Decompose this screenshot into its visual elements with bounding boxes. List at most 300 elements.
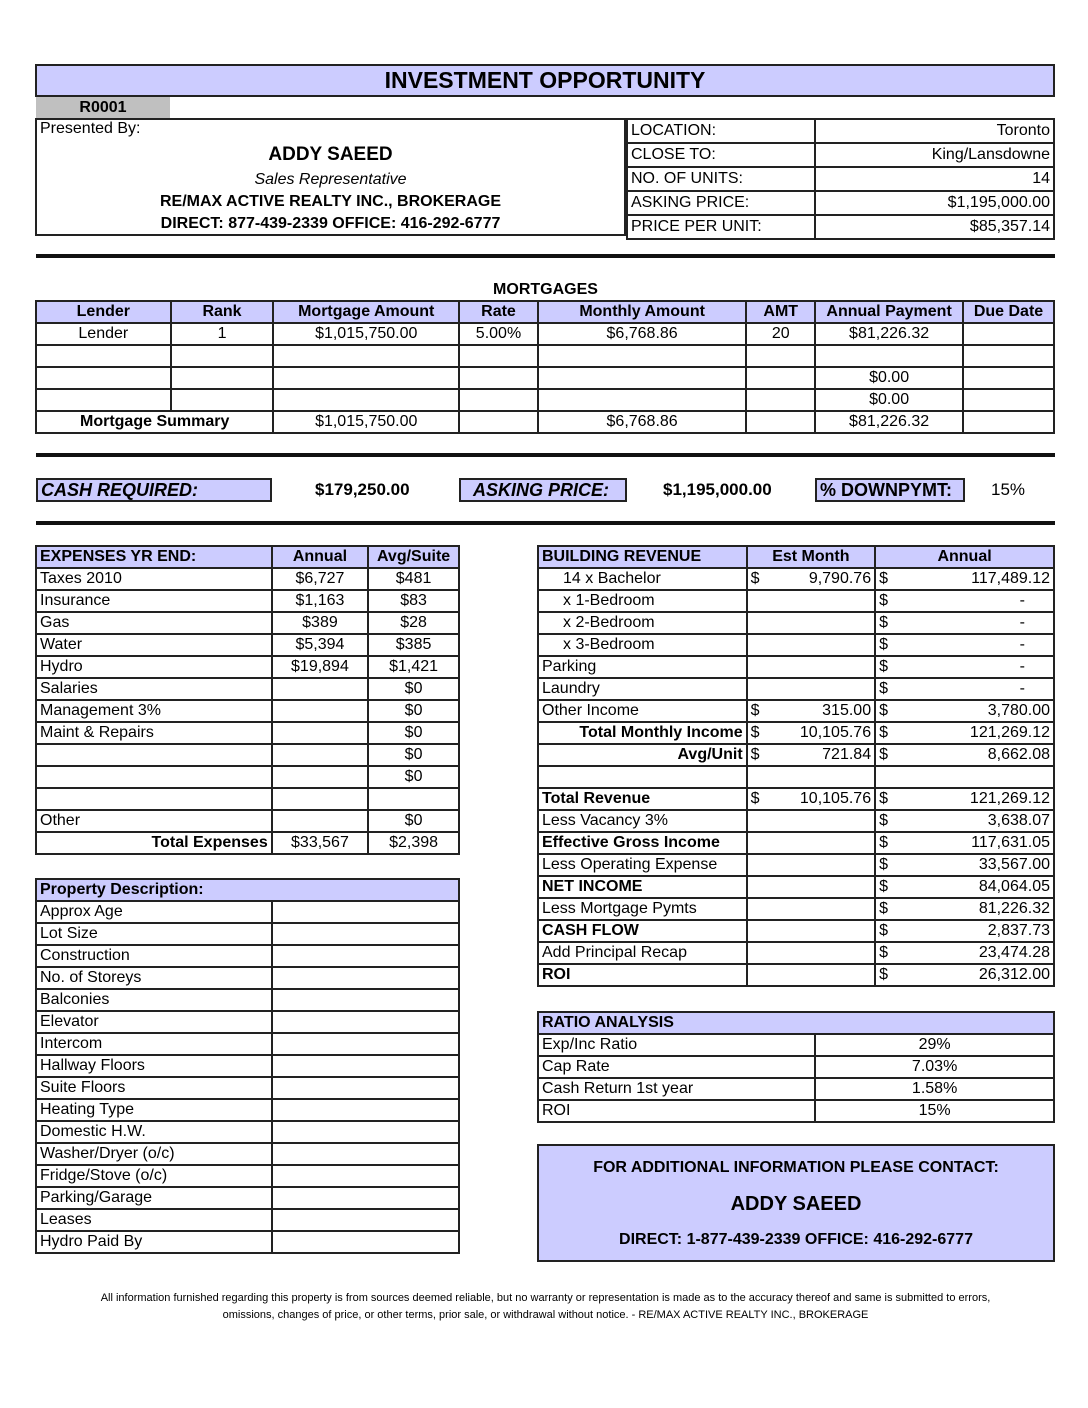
property-description-value [272,945,459,967]
mortgage-cell [36,345,171,367]
contact-heading: FOR ADDITIONAL INFORMATION PLEASE CONTACT: [593,1159,999,1176]
revenue-label: Laundry [538,678,747,700]
expense-label: Insurance [36,590,272,612]
revenue-row [538,942,1054,964]
revenue-annual-value: 23,474.28 [897,942,1054,964]
month-currency-symbol: $ [747,700,769,722]
total-expenses-annual: $33,567 [272,832,368,854]
expense-label: Other [36,810,272,832]
property-description-row [36,1209,459,1231]
revenue-row [538,722,1054,744]
expenses-column-header: EXPENSES YR END: [36,546,272,568]
revenue-month-value [769,590,876,612]
ratio-row [538,1078,1054,1100]
property-description-value [272,989,459,1011]
revenue-column-header: Annual [875,546,1054,568]
ratio-label: Cash Return 1st year [538,1078,815,1100]
revenue-row [538,832,1054,854]
mortgage-summary-monthly-amount: $6,768.86 [538,411,746,433]
mortgage-cell [963,389,1054,411]
month-currency-symbol [747,810,769,832]
expense-row [36,788,459,810]
mortgage-cell [273,345,459,367]
mortgages-column-header: Rank [171,301,274,323]
property-info-label: CLOSE TO: [627,143,815,167]
revenue-row [538,656,1054,678]
revenue-month-value [769,634,876,656]
revenue-label: Other Income [538,700,747,722]
revenue-label: Effective Gross Income [538,832,747,854]
property-description-value [272,1187,459,1209]
revenue-month-value: 721.84 [769,744,876,766]
month-currency-symbol [747,766,769,788]
property-description-value [272,1099,459,1121]
ratio-label: Exp/Inc Ratio [538,1034,815,1056]
property-description-label: Suite Floors [36,1077,272,1099]
ratio-label: Cap Rate [538,1056,815,1078]
expense-row [36,612,459,634]
revenue-row [538,898,1054,920]
property-description-row [36,1077,459,1099]
ratio-value: 1.58% [815,1078,1054,1100]
month-currency-symbol: $ [747,568,769,590]
property-description-label: Hallway Floors [36,1055,272,1077]
property-description-value [272,967,459,989]
expense-row [36,700,459,722]
mortgage-cell: $81,226.32 [815,323,963,345]
revenue-row [538,964,1054,986]
expense-annual [272,744,368,766]
mortgage-cell [963,323,1054,345]
revenue-month-value [769,854,876,876]
expense-avg-suite: $83 [368,590,459,612]
month-currency-symbol [747,964,769,986]
revenue-month-value [769,920,876,942]
revenue-month-value [769,876,876,898]
expense-avg-suite: $0 [368,722,459,744]
annual-currency-symbol: $ [875,920,897,942]
revenue-row [538,678,1054,700]
annual-currency-symbol: $ [875,810,897,832]
property-info-row [627,191,1054,215]
section-divider [36,521,1055,525]
expense-label [36,744,272,766]
expense-avg-suite: $1,421 [368,656,459,678]
property-description-label: Parking/Garage [36,1187,272,1209]
mortgage-cell [538,389,746,411]
revenue-label: CASH FLOW [538,920,747,942]
property-info-label: PRICE PER UNIT: [627,215,815,239]
annual-currency-symbol: $ [875,612,897,634]
mortgage-cell [36,389,171,411]
revenue-label: x 1-Bedroom [538,590,747,612]
property-description-label: Lot Size [36,923,272,945]
mortgage-cell [963,367,1054,389]
revenue-annual-value: 33,567.00 [897,854,1054,876]
property-description-value [272,1077,459,1099]
revenue-label: x 2-Bedroom [538,612,747,634]
property-info-value: 14 [815,167,1054,191]
mortgages-column-header: Due Date [963,301,1054,323]
property-info-label: NO. OF UNITS: [627,167,815,191]
expense-annual: $389 [272,612,368,634]
revenue-label: Less Operating Expense [538,854,747,876]
property-description-row [36,1099,459,1121]
expense-label [36,788,272,810]
expense-annual [272,810,368,832]
presenter-role: Sales Representative [254,171,407,188]
revenue-row [538,788,1054,810]
mortgage-cell [538,367,746,389]
month-currency-symbol: $ [747,788,769,810]
revenue-annual-value: - [897,634,1054,656]
mortgage-row [36,389,1054,411]
reference-id: R0001 [36,97,170,118]
revenue-row [538,854,1054,876]
mortgage-cell: $0.00 [815,367,963,389]
expense-annual: $19,894 [272,656,368,678]
total-expenses-label: Total Expenses [36,832,272,854]
asking-price-value: $1,195,000.00 [663,480,772,499]
expense-annual: $5,394 [272,634,368,656]
annual-currency-symbol: $ [875,744,897,766]
month-currency-symbol [747,854,769,876]
expense-annual [272,788,368,810]
section-divider [36,254,1055,258]
month-currency-symbol [747,942,769,964]
ratio-label: ROI [538,1100,815,1122]
annual-currency-symbol: $ [875,788,897,810]
page-title: INVESTMENT OPPORTUNITY [35,64,1055,97]
mortgage-cell: $0.00 [815,389,963,411]
property-description-row [36,1033,459,1055]
downpayment-value: 15% [991,480,1026,499]
mortgage-cell [36,367,171,389]
annual-currency-symbol: $ [875,722,897,744]
revenue-row [538,744,1054,766]
revenue-month-value [769,964,876,986]
mortgage-cell [815,345,963,367]
annual-currency-symbol: $ [875,942,897,964]
property-description-label: Intercom [36,1033,272,1055]
property-description-label: Elevator [36,1011,272,1033]
property-description-value [272,1165,459,1187]
ratio-row [538,1034,1054,1056]
expense-annual [272,722,368,744]
expense-label: Hydro [36,656,272,678]
annual-currency-symbol: $ [875,656,897,678]
revenue-month-value [769,898,876,920]
property-info-value: $1,195,000.00 [815,191,1054,215]
ratio-analysis-table [537,1011,1055,1123]
revenue-month-value: 315.00 [769,700,876,722]
mortgage-cell [171,345,274,367]
property-description-row [36,1143,459,1165]
mortgage-cell [171,367,274,389]
expense-label [36,766,272,788]
property-description-title: Property Description: [36,879,459,901]
revenue-annual-value: 3,638.07 [897,810,1054,832]
annual-currency-symbol: $ [875,854,897,876]
mortgage-summary-mortgage-amount: $1,015,750.00 [273,411,459,433]
revenue-month-value [769,678,876,700]
mortgages-title: MORTGAGES [493,281,598,298]
revenue-row [538,590,1054,612]
mortgage-summary-due-date [963,411,1054,433]
annual-currency-symbol: $ [875,898,897,920]
revenue-month-value: 9,790.76 [769,568,876,590]
expense-avg-suite: $385 [368,634,459,656]
revenue-month-value: 10,105.76 [769,788,876,810]
expense-label: Taxes 2010 [36,568,272,590]
revenue-label: Less Vacancy 3% [538,810,747,832]
revenue-row [538,568,1054,590]
mortgages-column-header: Rate [459,301,538,323]
property-description-label: Hydro Paid By [36,1231,272,1253]
contact-name: ADDY SAEED [730,1193,862,1215]
mortgage-summary-rate [459,411,538,433]
property-description-row [36,901,459,923]
property-description-label: Washer/Dryer (o/c) [36,1143,272,1165]
annual-currency-symbol: $ [875,964,897,986]
mortgage-cell [459,345,538,367]
month-currency-symbol: $ [747,744,769,766]
property-info-value: Toronto [815,119,1054,143]
property-info-label: ASKING PRICE: [627,191,815,215]
property-description-row [36,967,459,989]
ratio-value: 7.03% [815,1056,1054,1078]
property-description-row [36,1165,459,1187]
month-currency-symbol [747,832,769,854]
mortgage-summary-annual-payment: $81,226.32 [815,411,963,433]
revenue-annual-value: 26,312.00 [897,964,1054,986]
expense-row [36,766,459,788]
expense-row [36,590,459,612]
cash-required-value: $179,250.00 [315,480,410,499]
property-description-label: Leases [36,1209,272,1231]
revenue-row [538,700,1054,722]
expense-annual [272,678,368,700]
property-info-row [627,143,1054,167]
property-description-value [272,1011,459,1033]
month-currency-symbol [747,612,769,634]
annual-currency-symbol: $ [875,678,897,700]
property-info-row [627,167,1054,191]
expense-label: Maint & Repairs [36,722,272,744]
mortgage-cell [746,389,815,411]
presenter-block [35,118,626,236]
revenue-label: x 3-Bedroom [538,634,747,656]
ratio-row [538,1056,1054,1078]
revenue-label: Total Revenue [538,788,747,810]
revenue-row [538,634,1054,656]
property-description-value [272,1209,459,1231]
revenue-annual-value: 117,631.05 [897,832,1054,854]
property-description-row [36,1011,459,1033]
mortgages-column-header: Monthly Amount [538,301,746,323]
property-description-value [272,1121,459,1143]
revenue-label: Add Principal Recap [538,942,747,964]
property-description-row [36,1231,459,1253]
presented-by-label: Presented By: [40,120,141,137]
month-currency-symbol: $ [747,722,769,744]
property-description-value [272,1055,459,1077]
expense-avg-suite: $0 [368,700,459,722]
revenue-column-header: Est Month [747,546,875,568]
property-description-label: Balconies [36,989,272,1011]
property-info-row [627,215,1054,239]
expense-row [36,678,459,700]
expenses-table [35,545,460,855]
revenue-label: ROI [538,964,747,986]
property-description-label: Fridge/Stove (o/c) [36,1165,272,1187]
revenue-label: Parking [538,656,747,678]
expense-avg-suite: $0 [368,766,459,788]
presenter-phones: DIRECT: 877-439-2339 OFFICE: 416-292-6777 [160,215,501,232]
revenue-annual-value: 121,269.12 [897,722,1054,744]
property-description-value [272,1143,459,1165]
expense-row [36,810,459,832]
revenue-annual-value: - [897,656,1054,678]
expense-row [36,568,459,590]
property-description-label: Domestic H.W. [36,1121,272,1143]
revenue-annual-value [897,766,1054,788]
month-currency-symbol [747,898,769,920]
annual-currency-symbol: $ [875,876,897,898]
mortgage-cell [746,345,815,367]
revenue-column-header: BUILDING REVENUE [538,546,747,568]
property-description-row [36,1055,459,1077]
property-info-label: LOCATION: [627,119,815,143]
disclaimer [36,1290,1055,1324]
property-description-value [272,923,459,945]
mortgage-summary-row [36,411,1054,433]
section-divider [36,453,1055,457]
revenue-row [538,766,1054,788]
expense-row [36,634,459,656]
mortgage-cell: Lender [36,323,171,345]
ratio-value: 15% [815,1100,1054,1122]
expense-annual [272,766,368,788]
mortgage-cell [538,345,746,367]
expense-annual [272,700,368,722]
mortgage-cell [459,389,538,411]
annual-currency-symbol: $ [875,832,897,854]
revenue-annual-value: 117,489.12 [897,568,1054,590]
mortgage-summary-amt [746,411,815,433]
property-description-row [36,1121,459,1143]
expense-avg-suite: $28 [368,612,459,634]
ratio-row [538,1100,1054,1122]
expense-avg-suite: $481 [368,568,459,590]
expense-row [36,744,459,766]
mortgages-column-header: Mortgage Amount [273,301,459,323]
property-description-row [36,1187,459,1209]
mortgage-cell: $1,015,750.00 [273,323,459,345]
revenue-annual-value: 84,064.05 [897,876,1054,898]
month-currency-symbol [747,634,769,656]
expense-avg-suite: $0 [368,678,459,700]
revenue-month-value [769,656,876,678]
revenue-annual-value: 81,226.32 [897,898,1054,920]
property-description-row [36,989,459,1011]
building-revenue-table [537,545,1055,987]
month-currency-symbol [747,590,769,612]
mortgage-cell: 5.00% [459,323,538,345]
annual-currency-symbol [875,766,897,788]
revenue-annual-value: 8,662.08 [897,744,1054,766]
property-info-row [627,119,1054,143]
contact-phones: DIRECT: 1-877-439-2339 OFFICE: 416-292-6777 [619,1231,973,1248]
mortgage-cell [171,389,274,411]
cash-required-label: CASH REQUIRED: [36,478,272,502]
revenue-annual-value: 121,269.12 [897,788,1054,810]
revenue-month-value [769,832,876,854]
revenue-month-value [769,766,876,788]
mortgage-summary-label: Mortgage Summary [36,411,273,433]
property-info-value: King/Lansdowne [815,143,1054,167]
property-description-value [272,1231,459,1253]
mortgage-row [36,367,1054,389]
mortgage-row [36,345,1054,367]
month-currency-symbol [747,876,769,898]
revenue-row [538,810,1054,832]
presenter-brokerage: RE/MAX ACTIVE REALTY INC., BROKERAGE [159,193,502,210]
expense-annual: $1,163 [272,590,368,612]
expense-avg-suite: $0 [368,810,459,832]
expense-label: Gas [36,612,272,634]
annual-currency-symbol: $ [875,700,897,722]
property-info-value: $85,357.14 [815,215,1054,239]
ratio-value: 29% [815,1034,1054,1056]
property-description-row [36,923,459,945]
month-currency-symbol [747,920,769,942]
annual-currency-symbol: $ [875,568,897,590]
revenue-annual-value: - [897,678,1054,700]
expense-annual: $6,727 [272,568,368,590]
revenue-month-value [769,942,876,964]
expense-total-row [36,832,459,854]
month-currency-symbol [747,656,769,678]
mortgage-cell [459,367,538,389]
expense-label: Management 3% [36,700,272,722]
expense-avg-suite: $0 [368,744,459,766]
property-description-label: No. of Storeys [36,967,272,989]
annual-currency-symbol: $ [875,590,897,612]
property-description-label: Construction [36,945,272,967]
revenue-month-value [769,612,876,634]
presenter-name: ADDY SAEED [268,144,393,165]
expense-label: Water [36,634,272,656]
mortgage-cell: $6,768.86 [538,323,746,345]
expense-label: Salaries [36,678,272,700]
expense-row [36,656,459,678]
revenue-row [538,612,1054,634]
mortgage-cell [746,367,815,389]
disclaimer-line-2: omissions, changes of price, or other terms, prior sale, or withdrawal without notice. - RE/MAX ACTIVE REALTY INC., BROKERAGE [222,1309,869,1321]
property-description-row [36,945,459,967]
revenue-label: NET INCOME [538,876,747,898]
disclaimer-line-1: All information furnished regarding this property is from sources deemed reliable, but no warranty or representation is made as to the accuracy thereof and same is submitted to errors, [100,1292,991,1304]
revenue-label: 14 x Bachelor [538,568,747,590]
expenses-column-header: Annual [272,546,368,568]
revenue-row [538,876,1054,898]
mortgages-column-header: AMT [746,301,815,323]
property-description-value [272,1033,459,1055]
total-expenses-avg-suite: $2,398 [368,832,459,854]
mortgage-cell: 1 [171,323,274,345]
revenue-annual-value: - [897,612,1054,634]
